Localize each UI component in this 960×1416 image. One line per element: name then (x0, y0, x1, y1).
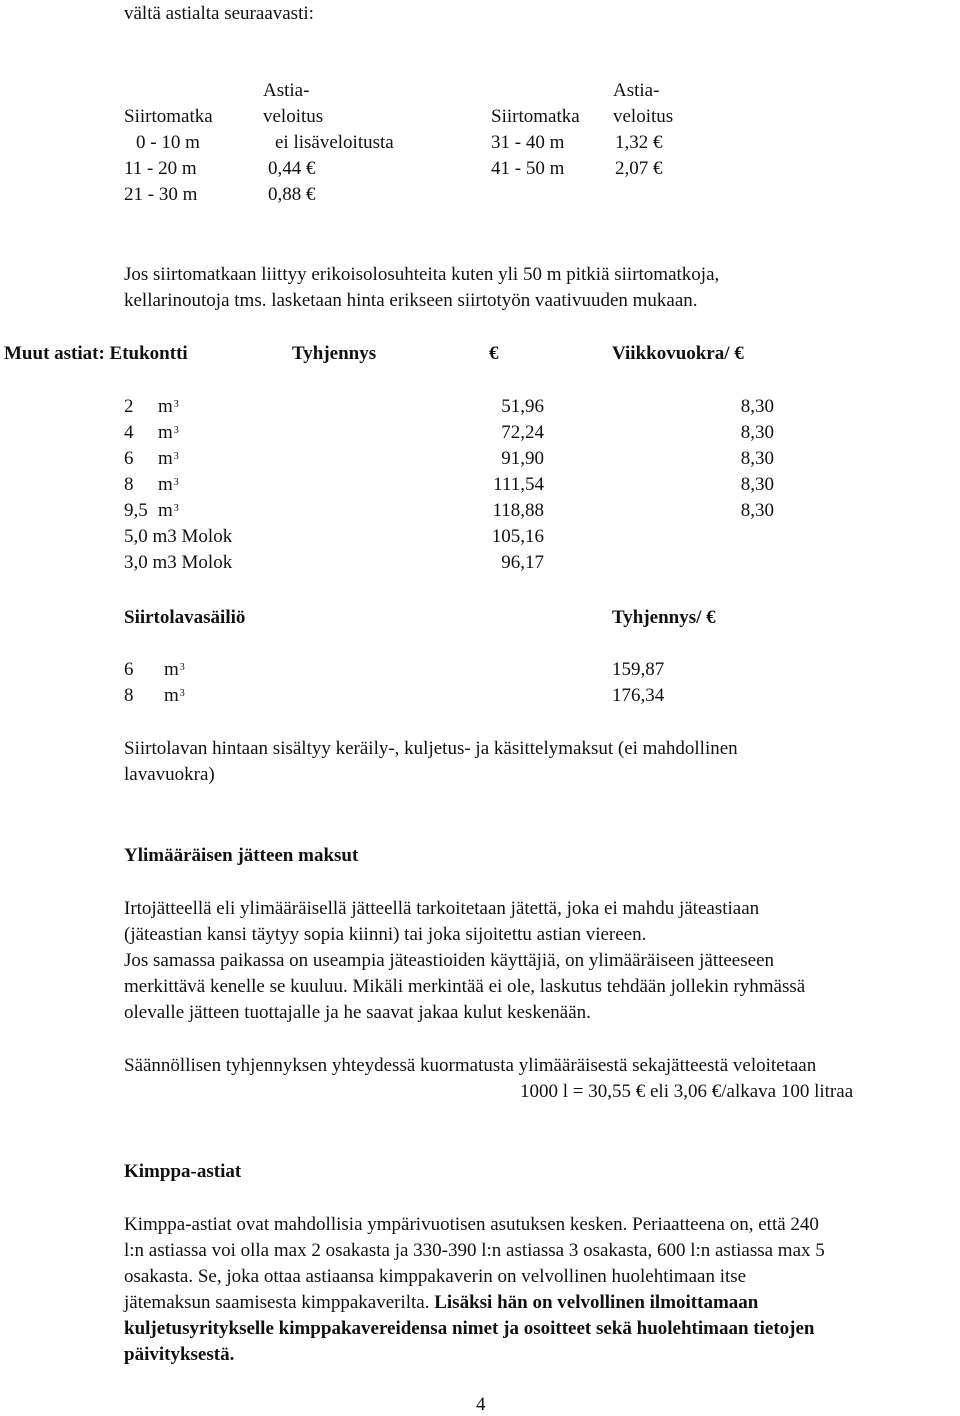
bundle-line (124, 1292, 758, 1314)
extra-waste-line: merkittävä kenelle se kuuluu. Mikäli merkintää ei ole, laskutus tehdään jollekin ryhmässä (124, 976, 806, 997)
transfer-bin-note-line2: lavavuokra) (124, 764, 215, 785)
col4-header-line1: Astia- (613, 80, 660, 101)
regular-emptying-line: Säännöllisen tyhjennyksen yhteydessä kuormatusta ylimääräisestä sekajätteestä veloitetaan (124, 1055, 817, 1076)
extra-waste-title: Ylimääräisen jätteen maksut (124, 845, 359, 866)
bin-size: 8 (124, 685, 134, 706)
bin-size: 6 (124, 659, 134, 680)
intro-line: vältä astialta seuraavasti: (124, 3, 314, 24)
bundle-line-bold: päivityksestä. (124, 1344, 235, 1365)
emptying-price: 105,16 (491, 526, 544, 547)
distance-cell: 0 - 10 m (136, 132, 200, 153)
transfer-bin-note-line1: Siirtolavan hintaan sisältyy keräily-, kuljetus- ja käsittelymaksut (ei mahdollinen (124, 738, 738, 759)
bin-price: 159,87 (612, 659, 665, 680)
bin-price: 176,34 (612, 685, 665, 706)
emptying-price: 111,54 (493, 474, 544, 495)
page-number: 4 (476, 1394, 486, 1415)
charge-cell: 1,32 € (615, 132, 663, 153)
unit-label: $m^3$ (158, 448, 179, 469)
extra-waste-line: (jäteastian kansi täytyy sopia kiinni) tai joka sijoitettu astian viereen. (124, 924, 647, 945)
col2-header-line1: Astia- (263, 80, 310, 101)
extra-waste-line: olevalle jätteen tuottajalle ja he saavat jakaa kulut keskenään. (124, 1002, 591, 1023)
molok-label: 3,0 m3 Molok (124, 552, 233, 573)
bundle-line-bold: Lisäksi hän on velvollinen ilmoittamaan (434, 1292, 759, 1313)
special-note-line1: Jos siirtomatkaan liittyy erikoisolosuhteita kuten yli 50 m pitkiä siirtomatkoja, (124, 264, 720, 285)
emptying-price: 72,24 (501, 422, 544, 443)
charge-cell: 2,07 € (615, 158, 663, 179)
weekly-rent-header: Viikkovuokra/ € (612, 343, 744, 364)
container-size: 6 (124, 448, 134, 469)
distance-cell: 21 - 30 m (124, 184, 198, 205)
emptying-price: 51,96 (501, 396, 544, 417)
weekly-rent: 8,30 (740, 448, 774, 469)
extra-waste-line: Irtojätteellä eli ylimääräisellä jätteellä tarkoitetaan jätettä, joka ei mahdu jäteastiaan (124, 898, 760, 919)
distance-cell: 11 - 20 m (124, 158, 197, 179)
distance-cell: 31 - 40 m (491, 132, 565, 153)
weekly-rent: 8,30 (740, 500, 774, 521)
charge-cell: 0,44 € (268, 158, 316, 179)
unit-label: $m^3$ (158, 500, 179, 521)
unit-label: $m^3$ (158, 396, 179, 417)
extra-waste-price: 1000 l = 30,55 € eli 3,06 €/alkava 100 litraa (520, 1081, 854, 1102)
extra-waste-line: Jos samassa paikassa on useampia jäteastioiden käyttäjiä, on ylimääräiseen jätteeseen (124, 950, 774, 971)
col4-header-line2: veloitus (613, 106, 674, 127)
special-note-line2: kellarinoutoja tms. lasketaan hinta erikseen siirtotyön vaativuuden mukaan. (124, 290, 698, 311)
emptying-price: 96,17 (501, 552, 544, 573)
transfer-bin-title: Siirtolavasäiliö (124, 607, 246, 628)
bundle-line-bold: kuljetusyritykselle kimppakavereidensa nimet ja osoitteet sekä huolehtimaan tietojen (124, 1318, 815, 1339)
weekly-rent: 8,30 (740, 474, 774, 495)
emptying-header: Tyhjennys (292, 343, 377, 364)
bundle-line-normal: jätemaksun saamisesta kimppakaverilta. (124, 1292, 430, 1313)
weekly-rent: 8,30 (740, 422, 774, 443)
euro-header: € (489, 343, 499, 364)
container-size: 8 (124, 474, 134, 495)
bundle-line: l:n astiassa voi olla max 2 osakasta ja 330-390 l:n astiassa 3 osakasta, 600 l:n astiassa max 5 (124, 1240, 825, 1261)
emptying-price: 118,88 (492, 500, 544, 521)
charge-cell: ei lisäveloitusta (275, 132, 394, 153)
bundle-title: Kimppa-astiat (124, 1161, 242, 1182)
unit-label: $m^3$ (158, 422, 179, 443)
other-containers-heading: Muut astiat: Etukontti (4, 343, 188, 364)
container-size: 4 (124, 422, 134, 443)
bundle-line: Kimppa-astiat ovat mahdollisia ympärivuotisen asutuksen kesken. Periaatteena on, että 240 (124, 1214, 819, 1235)
unit-label: $m^3$ (164, 659, 185, 680)
weekly-rent: 8,30 (740, 396, 774, 417)
bundle-line: osakasta. Se, joka ottaa astiaansa kimppakaverin on velvollinen huolehtimaan itse (124, 1266, 747, 1287)
col1-header: Siirtomatka (124, 106, 213, 127)
distance-cell: 41 - 50 m (491, 158, 565, 179)
container-size: 2 (124, 396, 134, 417)
transfer-bin-price-header: Tyhjennys/ € (612, 607, 716, 628)
unit-label: $m^3$ (164, 685, 185, 706)
col2-header-line2: veloitus (263, 106, 324, 127)
unit-label: $m^3$ (158, 474, 179, 495)
emptying-price: 91,90 (501, 448, 544, 469)
molok-label: 5,0 m3 Molok (124, 526, 233, 547)
col3-header: Siirtomatka (491, 106, 580, 127)
charge-cell: 0,88 € (268, 184, 316, 205)
container-size: 9,5 (124, 500, 148, 521)
